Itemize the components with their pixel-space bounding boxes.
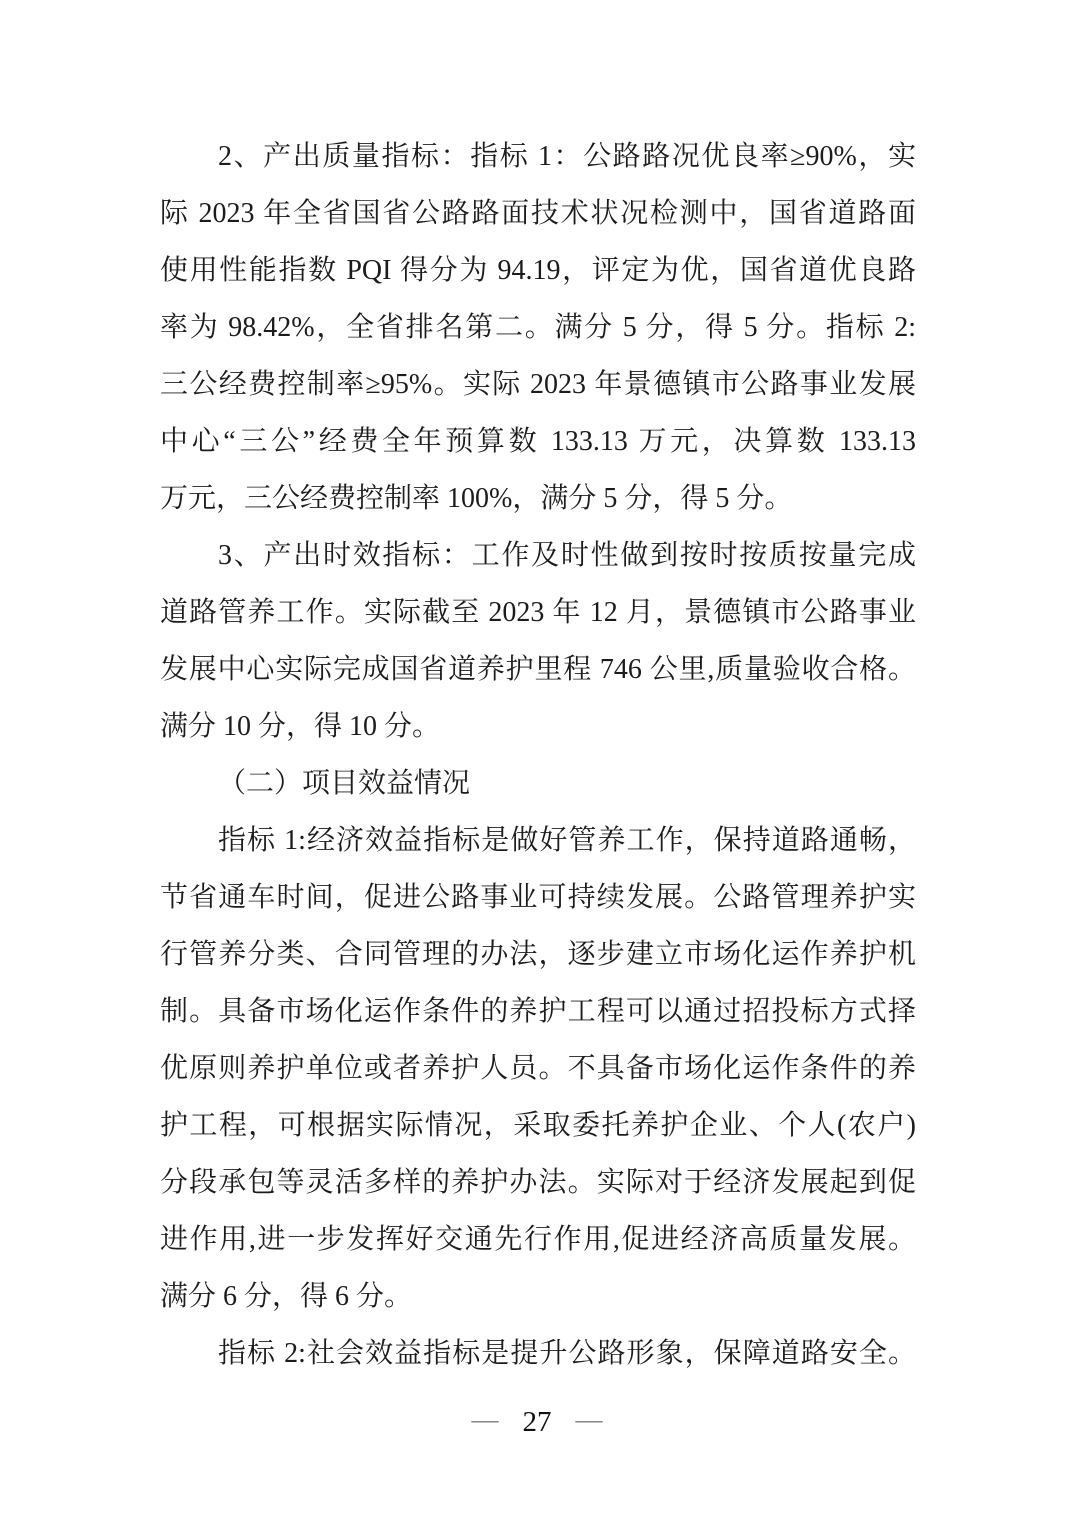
text-line: 分段承包等灵活多样的养护办法。实际对于经济发展起到促 [160, 1167, 916, 1198]
text-line: 优原则养护单位或者养护人员。不具备市场化运作条件的养 [160, 1053, 916, 1084]
text-line: 制。具备市场化运作条件的养护工程可以通过招投标方式择 [160, 996, 916, 1027]
page-footer [0, 1398, 1074, 1446]
text-line: 际 2023 年全省国省公路路面技术状况检测中，国省道路面 [160, 198, 916, 229]
page-number: 27 [522, 1406, 552, 1438]
text-line: 万元，三公经费控制率 100%，满分 5 分，得 5 分。 [160, 483, 793, 514]
document-body [160, 128, 916, 1382]
text-line: 2、产出质量指标：指标 1：公路路况优良率≥90%，实 [218, 141, 916, 172]
text-line: 行管养分类、合同管理的办法，逐步建立市场化运作养护机 [160, 939, 916, 970]
text-line: 发展中心实际完成国省道养护里程 746 公里,质量验收合格。 [160, 654, 916, 685]
text-line: 道路管养工作。实际截至 2023 年 12 月，景德镇市公路事业 [160, 597, 916, 628]
text-line: 护工程，可根据实际情况，采取委托养护企业、个人(农户) [160, 1110, 916, 1141]
text-line: 指标 2:社会效益指标是提升公路形象，保障道路安全。 [218, 1338, 916, 1369]
heading-project-benefits [160, 755, 916, 812]
footer-dash-right: — [575, 1404, 603, 1434]
text-line: 使用性能指数 PQI 得分为 94.19，评定为优，国省道优良路 [160, 255, 916, 286]
paragraph-social-benefit-indicator [160, 1325, 916, 1382]
section-heading: （二）项目效益情况 [218, 768, 471, 799]
text-line: 中心“三公”经费全年预算数 133.13 万元，决算数 133.13 [160, 426, 916, 457]
footer-dash-left: — [471, 1404, 499, 1434]
text-line: 进作用,进一步发挥好交通先行作用,促进经济高质量发展。 [160, 1224, 916, 1255]
paragraph-economic-benefit-indicator [160, 812, 916, 1325]
paragraph-output-quality-indicators [160, 128, 916, 527]
paragraph-output-timeliness-indicators [160, 527, 916, 755]
text-line: 满分 10 分，得 10 分。 [160, 711, 441, 742]
text-line: 指标 1:经济效益指标是做好管养工作，保持道路通畅， [218, 825, 916, 856]
text-line: 满分 6 分，得 6 分。 [160, 1281, 413, 1312]
text-line: 3、产出时效指标：工作及时性做到按时按质按量完成 [218, 540, 916, 571]
text-line: 节省通车时间，促进公路事业可持续发展。公路管理养护实 [160, 882, 916, 913]
text-line: 率为 98.42%，全省排名第二。满分 5 分，得 5 分。指标 2: [160, 312, 916, 343]
text-line: 三公经费控制率≥95%。实际 2023 年景德镇市公路事业发展 [160, 369, 916, 400]
